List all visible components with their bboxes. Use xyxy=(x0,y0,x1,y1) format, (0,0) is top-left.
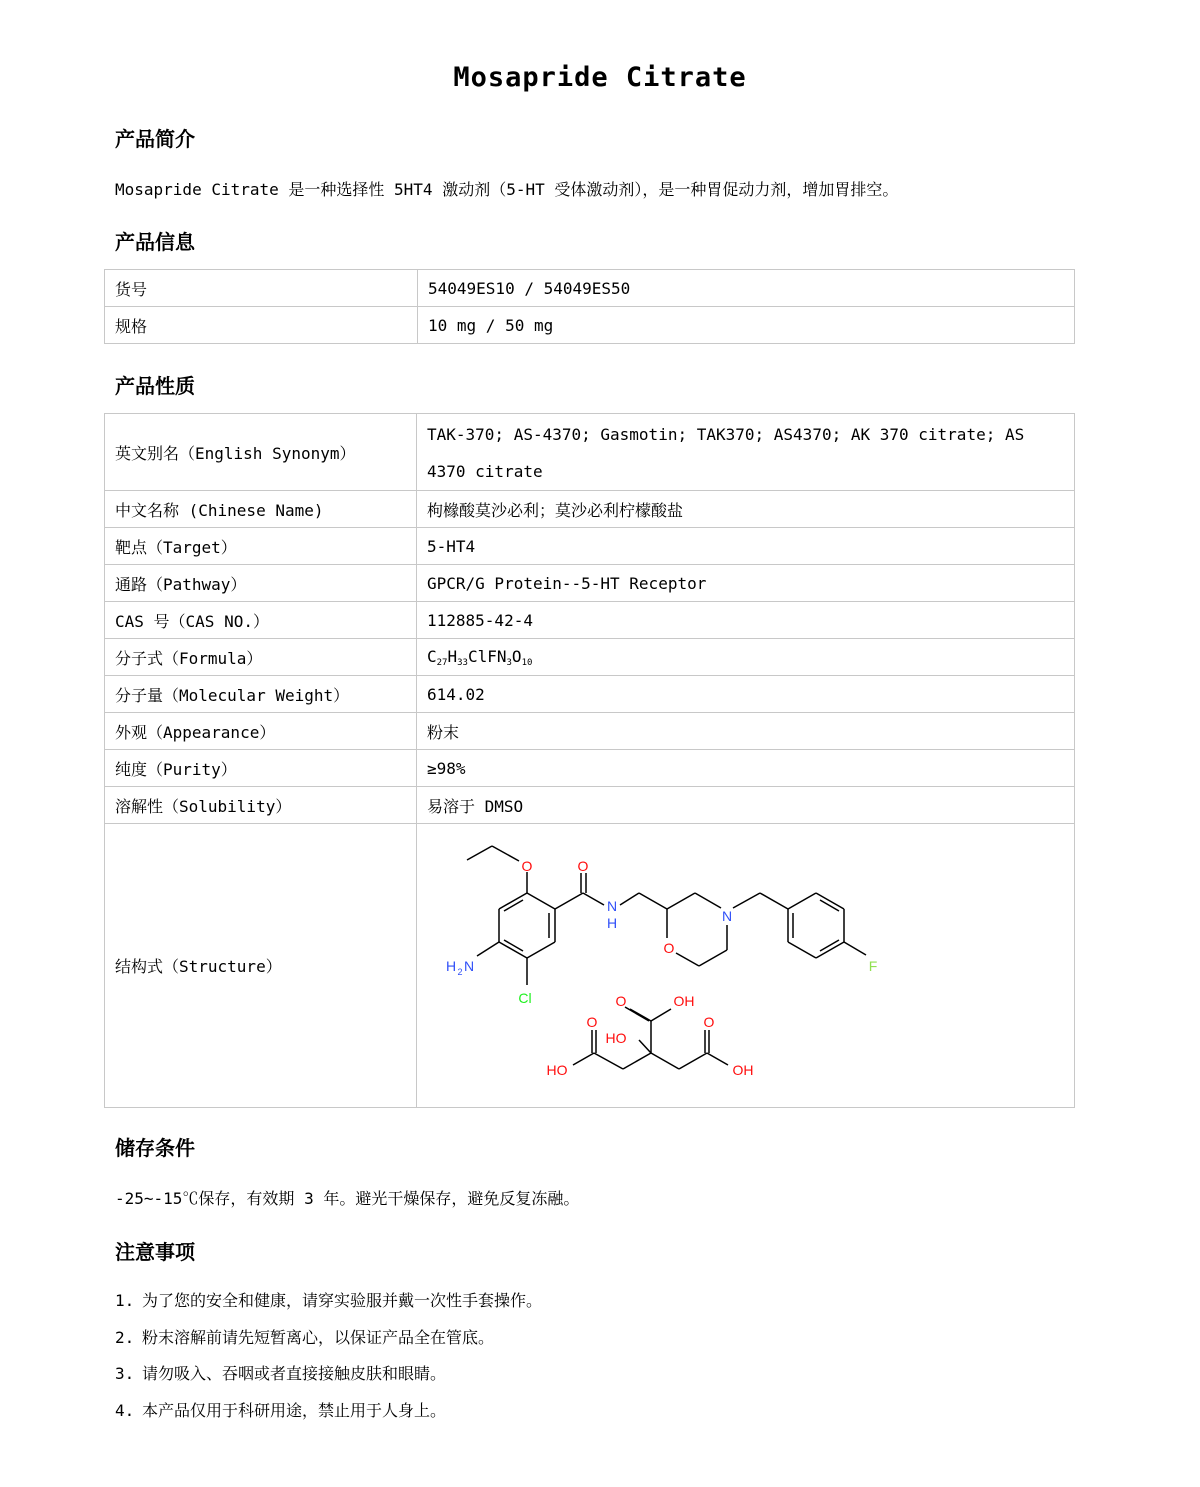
structure-bonds xyxy=(467,846,866,1069)
atom-nh2-sub: 2 xyxy=(457,966,463,977)
notes-heading: 注意事项 xyxy=(115,1240,195,1264)
notes-list xyxy=(115,1288,542,1434)
storage-text: -25~-15℃保存，有效期 3 年。避光干燥保存，避免反复冻融。 xyxy=(115,1189,580,1208)
atom-o-morpholine: O xyxy=(663,939,675,956)
atom-cit-oh-right: OH xyxy=(732,1061,754,1078)
atom-nh2-h: H xyxy=(445,957,457,974)
row-key: 结构式（Structure） xyxy=(105,824,417,1108)
atom-cl: Cl xyxy=(518,989,532,1006)
row-key: 中文名称 (Chinese Name) xyxy=(105,491,417,528)
atom-h-amide: H xyxy=(606,914,618,931)
atom-cit-ho-mid: HO xyxy=(605,1029,627,1046)
properties-table xyxy=(104,413,1075,1108)
table-row xyxy=(105,491,1075,528)
row-key: 通路（Pathway） xyxy=(105,565,417,602)
row-value: 54049ES10 / 54049ES50 xyxy=(418,270,1075,307)
list-item: 2. 粉末溶解前请先短暂离心，以保证产品全在管底。 xyxy=(115,1327,495,1347)
row-key: 溶解性（Solubility） xyxy=(105,787,417,824)
structure-labels xyxy=(446,858,877,1078)
row-value: 614.02 xyxy=(417,676,1075,713)
atom-n-morpholine: N xyxy=(721,907,733,924)
info-heading: 产品信息 xyxy=(115,230,195,254)
intro-text: Mosapride Citrate 是一种选择性 5HT4 激动剂（5-HT 受体激动剂），是一种胃促动力剂，增加胃排空。 xyxy=(115,180,899,199)
atom-f: F xyxy=(868,957,878,974)
page-title: Mosapride Citrate xyxy=(453,62,747,93)
formula-value: $C_{27}H_{33}ClFN_3O_{10}$ xyxy=(417,639,1075,676)
row-key: 规格 xyxy=(105,307,418,344)
row-value: 112885-42-4 xyxy=(417,602,1075,639)
table-row xyxy=(105,602,1075,639)
table-row xyxy=(105,565,1075,602)
intro-heading: 产品简介 xyxy=(115,127,195,151)
storage-heading: 储存条件 xyxy=(115,1136,195,1160)
list-item: 4. 本产品仅用于科研用途，禁止用于人身上。 xyxy=(115,1400,447,1420)
row-value: ≥98% xyxy=(417,750,1075,787)
row-value: 易溶于 DMSO xyxy=(417,787,1075,824)
row-value: TAK-370; AS-4370; Gasmotin; TAK370; AS4370; AK 370 citrate; AS 4370 citrate xyxy=(417,414,1075,491)
atom-o-ether: O xyxy=(521,857,533,874)
structure-cell xyxy=(417,824,1075,1108)
table-row xyxy=(105,787,1075,824)
table-row xyxy=(105,270,1075,307)
product-info-table xyxy=(104,269,1075,344)
table-row xyxy=(105,414,1075,491)
row-value: 枸橼酸莫沙必利；莫沙必利柠檬酸盐 xyxy=(417,491,1075,528)
row-key: 外观（Appearance） xyxy=(105,713,417,750)
atom-o-carbonyl: O xyxy=(577,857,589,874)
table-row xyxy=(105,676,1075,713)
table-row xyxy=(105,824,1075,1108)
row-value: 5-HT4 xyxy=(417,528,1075,565)
table-row xyxy=(105,639,1075,676)
atom-nh2-n: N xyxy=(463,957,475,974)
row-value: 10 mg / 50 mg xyxy=(418,307,1075,344)
chemical-structure xyxy=(417,825,1074,1107)
table-row xyxy=(105,750,1075,787)
atom-cit-o2: O xyxy=(586,1013,598,1030)
atom-cit-ho-left: HO xyxy=(546,1061,568,1078)
row-key: 纯度（Purity） xyxy=(105,750,417,787)
row-value: 粉末 xyxy=(417,713,1075,750)
row-key: 货号 xyxy=(105,270,418,307)
list-item: 1. 为了您的安全和健康，请穿实验服并戴一次性手套操作。 xyxy=(115,1291,543,1310)
atom-cit-o3: O xyxy=(703,1013,715,1030)
row-key: CAS 号（CAS NO.） xyxy=(105,602,417,639)
row-key: 靶点（Target） xyxy=(105,528,417,565)
atom-cit-oh1: OH xyxy=(673,992,695,1009)
atom-cit-o1: O xyxy=(615,992,627,1009)
atom-n-amide: N xyxy=(606,897,618,914)
table-row xyxy=(105,307,1075,344)
row-key: 英文别名（English Synonym） xyxy=(105,414,417,491)
row-key: 分子式（Formula） xyxy=(105,639,417,676)
list-item: 3. 请勿吸入、吞咽或者直接接触皮肤和眼睛。 xyxy=(115,1364,447,1383)
row-key: 分子量（Molecular Weight） xyxy=(105,676,417,713)
table-row xyxy=(105,713,1075,750)
row-value: GPCR/G Protein--5-HT Receptor xyxy=(417,565,1075,602)
properties-heading: 产品性质 xyxy=(115,374,195,398)
table-row xyxy=(105,528,1075,565)
